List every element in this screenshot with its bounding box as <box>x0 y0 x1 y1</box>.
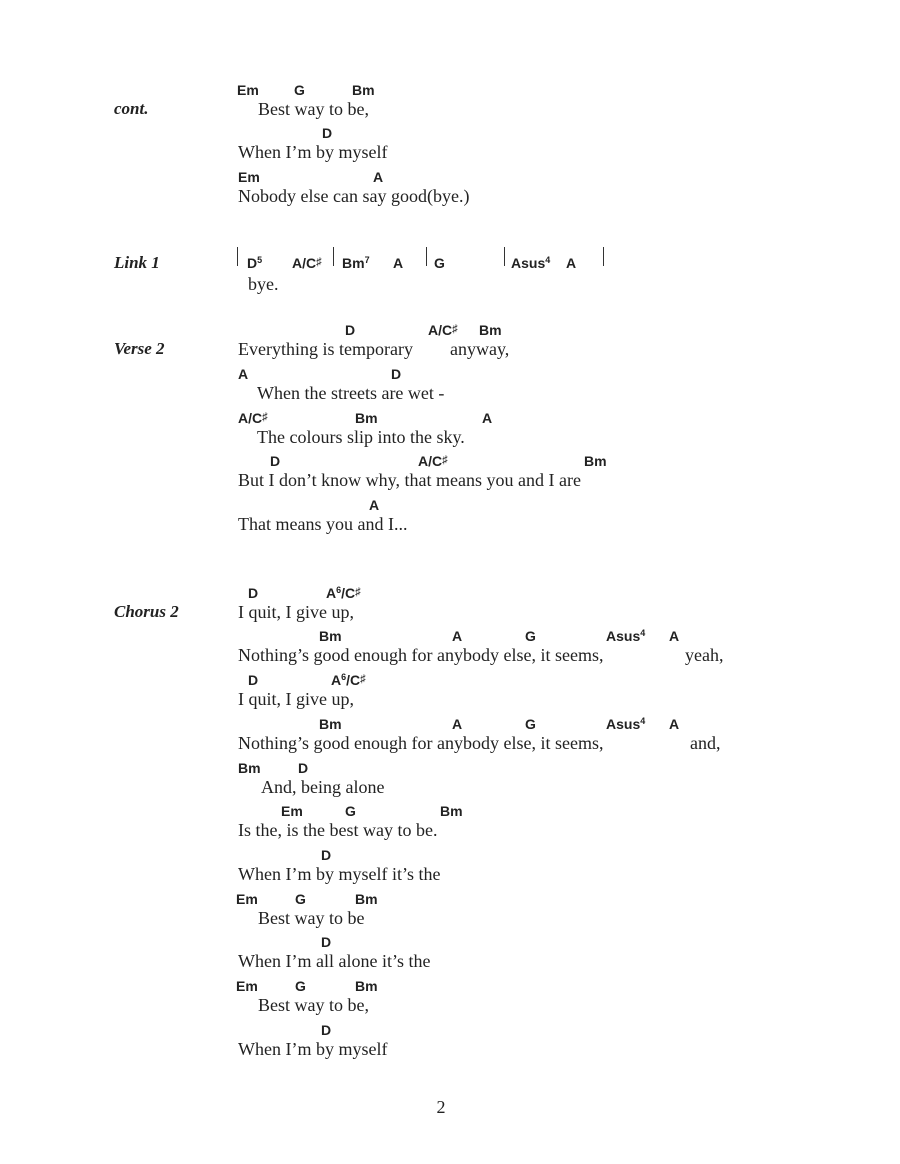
section-label-cont: cont. <box>114 99 149 118</box>
chord: Bm <box>479 322 502 338</box>
chord: G <box>525 716 536 732</box>
chord: $A^6/C^♯$ <box>331 672 366 688</box>
lyric-line: But I don’t know why, that means you and I are <box>238 470 581 490</box>
chord: D <box>270 453 281 469</box>
lyric-line: When I’m by myself <box>238 1039 388 1059</box>
lyric-line: Is the, is the best way to be. <box>238 820 438 840</box>
chord: D <box>298 760 309 776</box>
chord: Asus$^4$ <box>606 628 646 644</box>
chord: Em <box>281 803 303 819</box>
chord: A <box>393 255 404 271</box>
lyric-line: bye. <box>248 274 279 294</box>
chord: Asus$^4$ <box>606 716 646 732</box>
chord: D <box>322 125 333 141</box>
page-number: 2 <box>436 1097 446 1117</box>
chord: Em <box>238 169 260 185</box>
lyric-line: The colours slip into the sky. <box>257 427 465 447</box>
lyric-line: When I’m by myself <box>238 142 388 162</box>
lyric-line: Best way to be, <box>258 995 369 1015</box>
lyric-line: When I’m all alone it’s the <box>238 951 431 971</box>
chord: Bm <box>352 82 375 98</box>
chord: Bm <box>319 716 342 732</box>
chord: A <box>566 255 577 271</box>
section-label-chorus-2: Chorus 2 <box>114 602 179 621</box>
chord: Bm <box>355 978 378 994</box>
lyric-line: I quit, I give up, <box>238 689 354 709</box>
lyric-line: Everything is temporary <box>238 339 413 359</box>
bar-line <box>333 247 334 266</box>
bar-line <box>603 247 604 266</box>
chord: G <box>434 255 445 271</box>
lyric-line: When I’m by myself it’s the <box>238 864 441 884</box>
chord: Bm <box>584 453 607 469</box>
bar-line <box>237 247 238 266</box>
chord: $D^5$ <box>247 255 263 271</box>
bar-line <box>426 247 427 266</box>
chord: A/C♯ <box>292 255 322 271</box>
chord: A <box>482 410 493 426</box>
chord: A <box>369 497 380 513</box>
chord: Em <box>236 978 258 994</box>
section-label-link-1: Link 1 <box>114 253 160 272</box>
chord: Asus$^4$ <box>511 255 551 271</box>
chord: A <box>373 169 384 185</box>
chord: A/C♯ <box>428 322 458 338</box>
lyric-line-fragment: anyway, <box>450 339 510 359</box>
chord: A/C♯ <box>418 453 448 469</box>
lyric-line: Best way to be <box>258 908 365 928</box>
chord: Bm <box>355 891 378 907</box>
chord: Bm <box>355 410 378 426</box>
chord: Bm <box>440 803 463 819</box>
chord: G <box>295 891 306 907</box>
chord: D <box>321 847 332 863</box>
lyric-line: Best way to be, <box>258 99 369 119</box>
lyric-line-fragment: and, <box>690 733 721 753</box>
chord: G <box>295 978 306 994</box>
chord: $A^6/C^♯$ <box>326 585 361 601</box>
chord: A <box>669 628 680 644</box>
section-label-verse-2: Verse 2 <box>114 339 165 358</box>
lyric-line: Nothing’s good enough for anybody else, it seems, <box>238 733 604 753</box>
chord: D <box>248 585 259 601</box>
chord: Bm <box>238 760 261 776</box>
chord: D <box>248 672 259 688</box>
chord: Em <box>237 82 259 98</box>
chord: A/C♯ <box>238 410 268 426</box>
lyric-line: Nobody else can say good(bye.) <box>238 186 470 206</box>
chord: D <box>345 322 356 338</box>
chord: A <box>452 628 463 644</box>
chord: G <box>345 803 356 819</box>
chord: Em <box>236 891 258 907</box>
chord: A <box>238 366 249 382</box>
lyric-line: When the streets are wet - <box>257 383 445 403</box>
bar-line <box>504 247 505 266</box>
lyric-line: That means you and I... <box>238 514 408 534</box>
lyric-line: And, being alone <box>261 777 385 797</box>
chord: D <box>321 1022 332 1038</box>
lyric-line: Nothing’s good enough for anybody else, it seems, <box>238 645 604 665</box>
chord: G <box>294 82 305 98</box>
chord: A <box>669 716 680 732</box>
lyric-line-fragment: yeah, <box>685 645 724 665</box>
chord: D <box>391 366 402 382</box>
chord: G <box>525 628 536 644</box>
chord: D <box>321 934 332 950</box>
chord: A <box>452 716 463 732</box>
lyric-line: I quit, I give up, <box>238 602 354 622</box>
chord: Bm$^7$ <box>342 255 370 271</box>
chord: Bm <box>319 628 342 644</box>
